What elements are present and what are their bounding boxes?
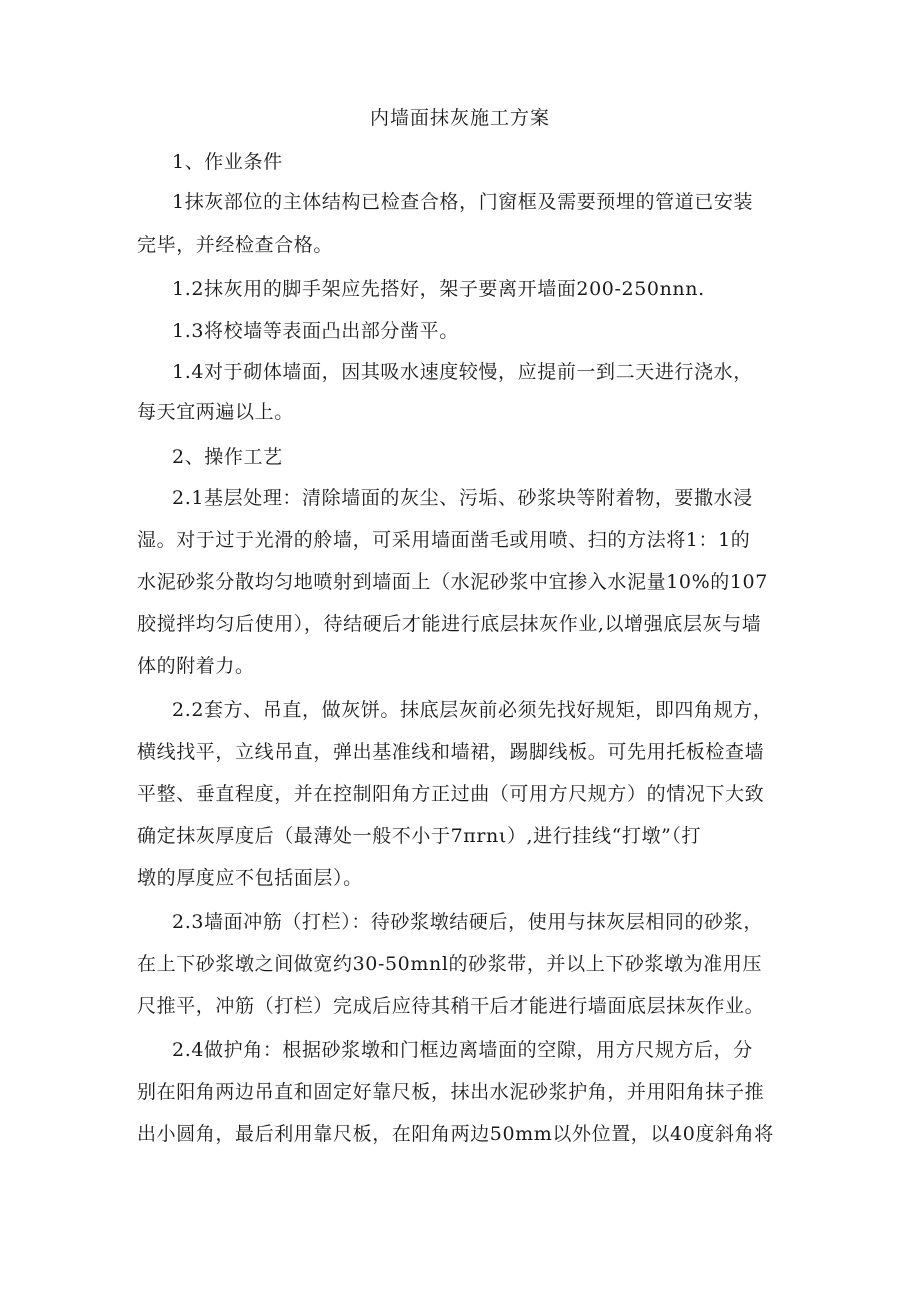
text-line: 完毕，并经检查合格。 xyxy=(137,234,334,256)
text-line: 1.2抹灰用的脚手架应先搭好，架子要离开墙面200-250nnn. xyxy=(172,278,705,300)
section-heading-2: 2、操作工艺 xyxy=(172,446,283,468)
text-line: 1.3将校墙等表面凸出部分凿平。 xyxy=(172,320,459,342)
section-heading-1: 1、作业条件 xyxy=(172,151,283,173)
text-line: 横线找平，立线吊直，弹出基准线和墙裙，踢脚线板。可先用托板检查墙 xyxy=(137,741,765,763)
text-line: 水泥砂浆分散均匀地喷射到墙面上（水泥砂浆中宜掺入水泥量10%的107 xyxy=(137,571,768,593)
text-line: 别在阳角两边吊直和固定好靠尺板，抹出水泥砂浆护角，并用阳角抹子推 xyxy=(137,1081,765,1103)
text-line: 墩的厚度应不包括面层）。 xyxy=(137,867,363,889)
text-line: 2.1基层处理：清除墙面的灰尘、污垢、砂浆块等附着物，要撒水浸 xyxy=(172,487,753,509)
text-line: 出小圆角，最后利用靠尺板，在阳角两边50mm以外位置，以40度斜角将 xyxy=(137,1123,774,1145)
text-line: 2.4做护角：根据砂浆墩和门框边离墙面的空隙，用方尺规方后，分 xyxy=(172,1039,753,1061)
text-line: 每天宜两遍以上。 xyxy=(137,401,294,423)
text-line: 2.2套方、吊直，做灰饼。抹底层灰前必须先找好规矩，即四角规方， xyxy=(172,699,773,721)
text-line: 尺推平，冲筋（打栏）完成后应待其稍干后才能进行墙面底层抹灰作业。 xyxy=(137,995,765,1017)
text-line: 胶搅拌均匀后使用），待结硬后才能进行底层抹灰作业,以增强底层灰与墙 xyxy=(137,613,762,635)
document-title: 内墙面抹灰施工方案 xyxy=(369,107,550,129)
text-line: 确定抹灰厚度后（最薄处一般不小于7πrnι）,进行挂线“打墩”（打 xyxy=(137,825,702,847)
text-line: 2.3墙面冲筋（打栏）：待砂浆墩结硬后，使用与抹灰层相同的砂浆， xyxy=(172,911,763,933)
text-line: 平整、垂直程度，并在控制阳角方正过曲（可用方尺规方）的情况下大致 xyxy=(137,783,765,805)
text-line: 在上下砂浆墩之间做宽约30-50mnl的砂浆带，并以上下砂浆墩为准用压 xyxy=(137,953,763,975)
text-line: 1抹灰部位的主体结构已检查合格，门窗框及需要预埋的管道已安装 xyxy=(172,191,754,213)
text-line: 1.4对于砌体墙面，因其吸水速度较慢，应提前一到二天进行浇水， xyxy=(172,361,753,383)
text-line: 体的附着力。 xyxy=(137,655,255,677)
text-line: 湿。对于过于光滑的舲墙，可采用墙面凿毛或用喷、扫的方法将1：1的 xyxy=(137,529,751,551)
